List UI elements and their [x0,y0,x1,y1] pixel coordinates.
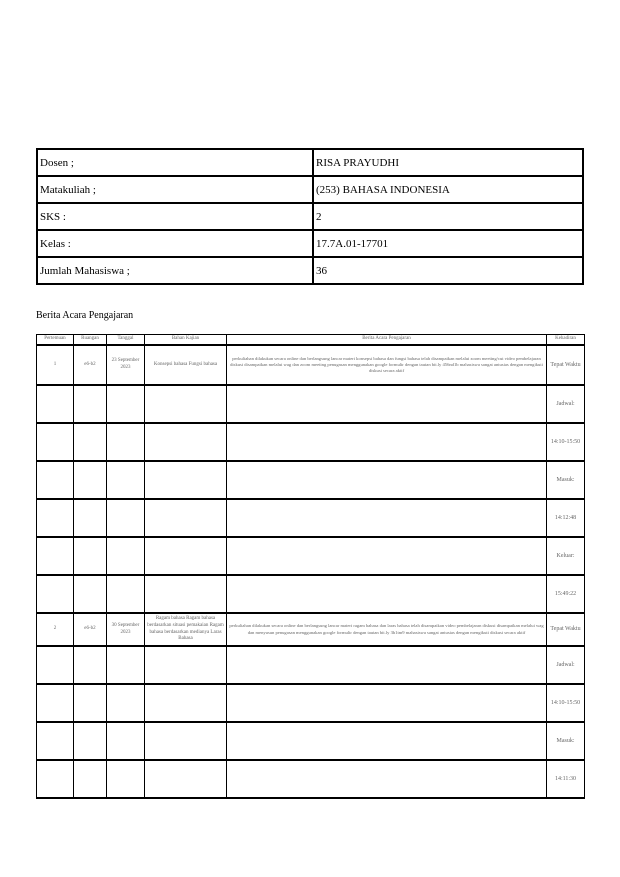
berita-cell: perkuliahan dilakukan secara online dan berlangsung lancar materi konsepsi bahasa dan fungsi bahasa telah disampaikan melalui zoom meeting/cut video pembelajaran diskusi disampaikan melalui wag dan zoom meeting penugasan menggunakan google formulir dengan tautan bit.ly 456nd1b mahasiswa sangat antusias dengan mengikuti diskusi secara aktif [227,345,547,385]
kehadiran-cell: 15:49:22 [547,575,585,613]
table-row [37,461,585,499]
table-row [37,345,585,385]
table-row [37,385,585,423]
info-row-matakuliah [37,176,583,203]
col-header: Ruangan [74,335,107,346]
table-row [37,537,585,575]
table-row [37,575,585,613]
kehadiran-cell: Tepat Waktu [547,613,585,646]
kehadiran-cell: 14:12:48 [547,499,585,537]
info-label: Kelas : [37,230,313,257]
col-header: Pertemuan [37,335,74,346]
col-header: Berita Acara Pengajaran [227,335,547,346]
col-header: Tanggal [107,335,145,346]
kehadiran-cell: 14:11:30 [547,760,585,798]
bahan-cell: Konsepsi bahasa Fungsi bahasa [145,345,227,385]
info-row-dosen [37,149,583,176]
kehadiran-cell: Keluar: [547,537,585,575]
table-row [37,722,585,760]
berita-cell: perkuliahan dilakukan secara online dan berlangsung lancar materi ragam bahasa dan laras bahasa telah disampaikan video pembelajaran diskusi disampaikan melalui wag dan menyusun penugasan menggunakan google formulir dengan tautan bit.ly 3b1tm9 mahasiswa sangat antusias dengan mengikuti diskusi secara aktif [227,613,547,646]
info-value: 36 [313,257,583,284]
ruangan-cell: e6-b2 [74,345,107,385]
info-label: Jumlah Mahasiswa ; [37,257,313,284]
section-title: Berita Acara Pengajaran [36,310,134,321]
kehadiran-cell: Tepat Waktu [547,345,585,385]
info-value: (253) BAHASA INDONESIA [313,176,583,203]
col-header: Kehadiran [547,335,585,346]
pertemuan-cell: 1 [37,345,74,385]
table-row [37,646,585,684]
kehadiran-cell: 14:10-15:50 [547,684,585,722]
kehadiran-cell: Jadwal: [547,646,585,684]
table-row [37,684,585,722]
kehadiran-cell: Masuk: [547,722,585,760]
info-row-kelas [37,230,583,257]
info-value: RISA PRAYUDHI [313,149,583,176]
info-value: 17.7A.01-17701 [313,230,583,257]
table-row [37,499,585,537]
bahan-cell: Ragam bahasa Ragam bahasa berdasarkan situasi pemakaian Ragam bahasa berdasarkan medianya Laras Bahasa [145,613,227,646]
teaching-log-table [36,334,585,799]
kehadiran-cell: Masuk: [547,461,585,499]
table-row [37,613,585,646]
info-row-sks [37,203,583,230]
kehadiran-cell: Jadwal: [547,385,585,423]
tanggal-cell: 30 September 2023 [107,613,145,646]
pertemuan-cell: 2 [37,613,74,646]
info-label: Dosen ; [37,149,313,176]
info-label: SKS : [37,203,313,230]
info-label: Matakuliah ; [37,176,313,203]
tanggal-cell: 23 September 2023 [107,345,145,385]
col-header: Bahan Kajian [145,335,227,346]
table-row [37,760,585,798]
info-value: 2 [313,203,583,230]
ruangan-cell: e6-b2 [74,613,107,646]
table-header-row [37,335,585,346]
info-row-jumlah [37,257,583,284]
course-info-table [36,148,584,285]
kehadiran-cell: 14:10-15:50 [547,423,585,461]
table-row [37,423,585,461]
